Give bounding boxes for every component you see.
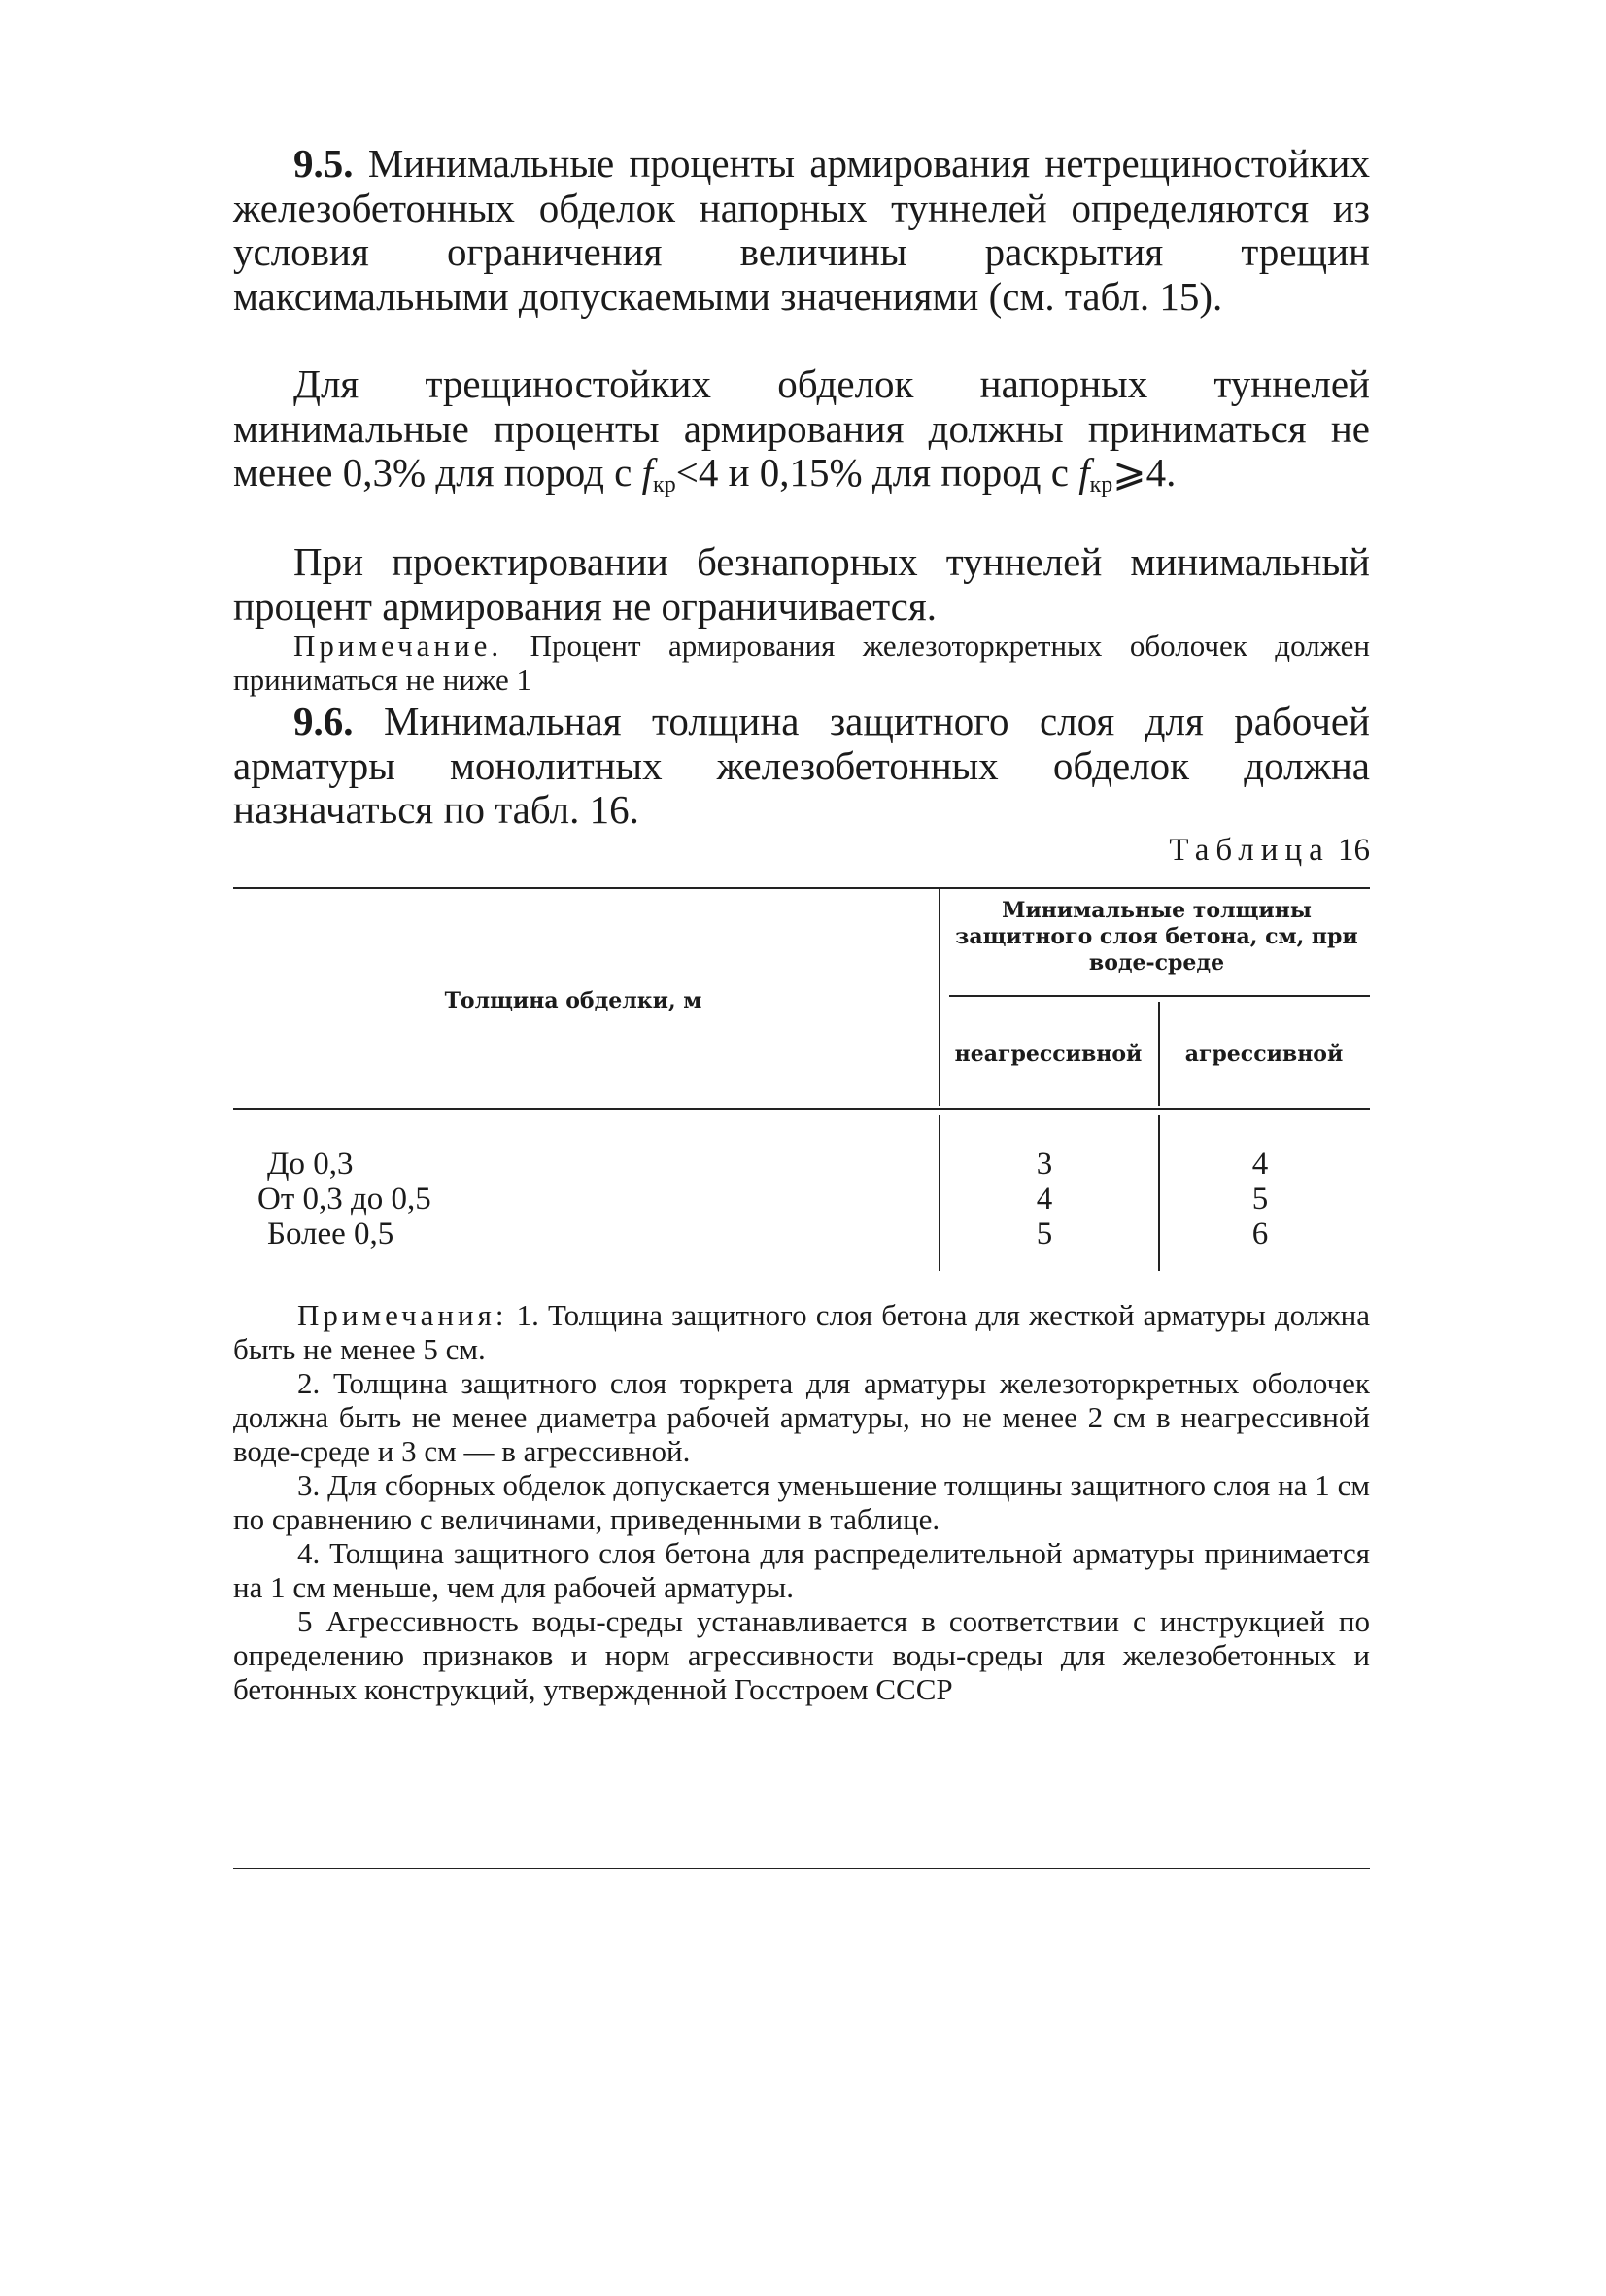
section-text: Минимальная толщина защитного слоя для рабочей арматуры монолитных железобетонных обделок должна назначаться по табл. 16. [233,699,1371,832]
table-caption-number: 16 [1338,833,1370,868]
section-text: Минимальные проценты армирования нетрещиностойких железобетонных обделок напорных туннелей определяются из условия ограничения величины раскрытия трещин максимальными допускаемыми значениями (см. табл. 15). [233,141,1371,319]
table-subheader-rule [949,995,1370,997]
note-2: 2. Толщина защитного слоя торкрета для арматуры железоторкретных оболочек должна быть не менее диаметра рабочей арматуры, но не менее 2 см в неагрессивной воде-среде и 3 см — в агрессивной. [233,1366,1370,1468]
note-1 [233,1298,1370,1366]
note-5: 5 Агрессивность воды-среды устанавливается в соответствии с инструкцией по определению признаков и норм агрессивности воды-среды для железобетонных и бетонных конструкций, утвержденной Госстроем СССР [233,1604,1370,1706]
header-thickness: Толщина обделки, м [444,988,702,1013]
cell-non-aggressive: 4 [1036,1182,1053,1217]
notes-label: Примечания: [297,1298,508,1332]
cell-non-aggressive: 5 [1036,1217,1053,1251]
non-pressure-paragraph: При проектировании безнапорных туннелей минимальный процент армирования не ограничивается. [233,539,1370,629]
f-subscript: кр [653,472,676,497]
section-note [233,629,1370,697]
f-subscript: кр [1089,472,1113,497]
section-9-6-paragraph [233,700,1370,833]
table-top-rule [233,887,1370,889]
cell-thickness: До 0,3 [267,1147,354,1182]
header-min-cover: Минимальные толщины защитного слоя бетона, см, при воде-среде [955,898,1358,976]
cell-thickness: От 0,3 до 0,5 [257,1182,431,1217]
note-text: Процент армирования железоторкретных оболочек должен приниматься не ниже 1 [233,629,1371,697]
notes-block [233,1298,1370,1706]
note-1-text: 1. Толщина защитного слоя бетона для жесткой арматуры должна быть не менее 5 см. [233,1298,1370,1366]
section-number: 9.6. [293,699,354,743]
table-header-rule [233,1108,1370,1110]
f-symbol: f [641,450,654,495]
table-col-divider [939,887,940,1106]
cell-aggressive: 4 [1251,1147,1269,1182]
cell-non-aggressive: 3 [1036,1147,1053,1182]
note-3: 3. Для сборных обделок допускается уменьшение толщины защитного слоя на 1 см по сравнению с величинами, приведенными в таблице. [233,1468,1370,1536]
text-fragment: Для трещиностойких обделок напорных туннелей минимальные проценты армирования должны приниматься не менее 0,3% для пород с [233,361,1370,495]
table-subcol-divider [1158,1002,1160,1106]
section-number: 9.5. [293,141,354,186]
text-fragment: <4 и 0,15% для пород с [675,450,1079,495]
header-non-aggressive: неагрессивной [954,1042,1143,1067]
min-reinforcement-paragraph [233,362,1370,508]
table-caption-word: Таблица [1169,833,1330,868]
table-body-divider [939,1115,940,1271]
note-label: Примечание. [293,629,503,663]
header-aggressive: агрессивной [1184,1042,1344,1067]
note-4: 4. Толщина защитного слоя бетона для распределительной арматуры принимается на 1 см меньше, чем для рабочей арматуры. [233,1536,1370,1604]
cell-aggressive: 5 [1251,1182,1269,1217]
cell-thickness: Более 0,5 [267,1217,394,1251]
text-fragment: ⩾4. [1112,450,1177,495]
f-symbol: f [1078,450,1090,495]
table-body-divider [1158,1115,1160,1271]
section-9-5-paragraph [233,142,1370,319]
bottom-rule [233,1868,1370,1869]
table-caption [1169,833,1370,869]
cell-aggressive: 6 [1251,1217,1269,1251]
